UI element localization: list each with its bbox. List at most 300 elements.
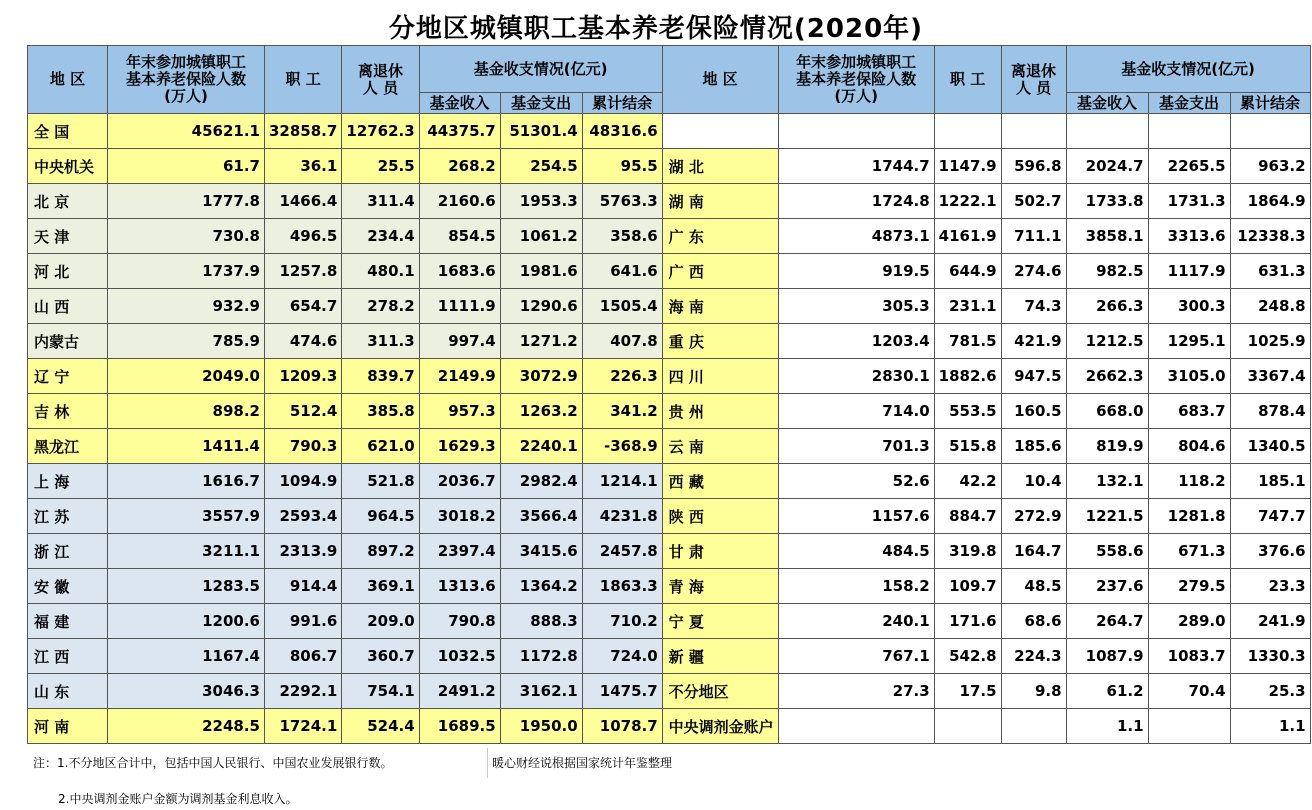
table-row [28,359,1311,394]
insured-cell: 767.1 [778,639,934,674]
header-region-right: 地 区 [662,46,778,114]
balance-cell: 4231.8 [582,499,662,534]
income-cell: 997.4 [419,324,500,359]
retirees-cell: 164.7 [1001,534,1066,569]
income-cell: 2036.7 [419,464,500,499]
region-cell: 重 庆 [662,324,778,359]
retirees-cell: 160.5 [1001,394,1066,429]
workers-cell: 515.8 [934,429,1001,464]
header-retirees-right [1001,46,1066,114]
region-cell: 河 南 [28,709,108,744]
retirees-cell [1001,709,1066,744]
table-row [28,219,1311,254]
income-cell: 237.6 [1066,569,1148,604]
workers-cell: 319.8 [934,534,1001,569]
table-row [28,639,1311,674]
insured-cell: 240.1 [778,604,934,639]
region-cell: 西 藏 [662,464,778,499]
workers-cell: 644.9 [934,254,1001,289]
workers-cell: 1222.1 [934,184,1001,219]
region-cell: 天 津 [28,219,108,254]
workers-cell: 1257.8 [265,254,342,289]
workers-cell: 1209.3 [265,359,342,394]
balance-cell: 248.8 [1230,289,1310,324]
retirees-cell: 480.1 [342,254,419,289]
header-workers-left: 职 工 [265,46,342,114]
balance-cell: 641.6 [582,254,662,289]
header-balance-right: 累计结余 [1230,93,1310,114]
header-insured-right [778,46,934,114]
insured-cell: 2049.0 [108,359,265,394]
table-row [28,114,1311,149]
header-insured-line3: (万人) [834,87,879,105]
header-insured-left [108,46,265,114]
region-cell: 安 徽 [28,569,108,604]
region-cell: 上 海 [28,464,108,499]
expense-cell: 1083.7 [1148,639,1230,674]
expense-cell: 1271.2 [500,324,582,359]
region-cell: 北 京 [28,184,108,219]
workers-cell: 2313.9 [265,534,342,569]
income-cell: 1683.6 [419,254,500,289]
income-cell: 2149.9 [419,359,500,394]
income-cell: 1221.5 [1066,499,1148,534]
income-cell: 132.1 [1066,464,1148,499]
expense-cell: 888.3 [500,604,582,639]
region-cell: 不分地区 [662,674,778,709]
retirees-cell: 839.7 [342,359,419,394]
income-cell: 668.0 [1066,394,1148,429]
income-cell: 957.3 [419,394,500,429]
table-row [28,184,1311,219]
expense-cell: 118.2 [1148,464,1230,499]
insured-cell: 1737.9 [108,254,265,289]
header-expense-left: 基金支出 [500,93,582,114]
workers-cell: 36.1 [265,149,342,184]
header-workers-right: 职 工 [934,46,1001,114]
region-cell: 陕 西 [662,499,778,534]
expense-cell: 671.3 [1148,534,1230,569]
workers-cell: 542.8 [934,639,1001,674]
expense-cell: 1731.3 [1148,184,1230,219]
region-cell: 吉 林 [28,394,108,429]
expense-cell [1148,709,1230,744]
balance-cell: 25.3 [1230,674,1310,709]
insured-cell: 4873.1 [778,219,934,254]
balance-cell: 23.3 [1230,569,1310,604]
balance-cell: 3367.4 [1230,359,1310,394]
region-cell: 广 东 [662,219,778,254]
table-body [28,114,1311,744]
divider [487,748,488,778]
insured-cell: 158.2 [778,569,934,604]
region-cell: 山 西 [28,289,108,324]
expense-cell: 1172.8 [500,639,582,674]
table-row [28,394,1311,429]
expense-cell: 804.6 [1148,429,1230,464]
balance-cell: 1505.4 [582,289,662,324]
balance-cell: 5763.3 [582,184,662,219]
balance-cell: 226.3 [582,359,662,394]
workers-cell: 2292.1 [265,674,342,709]
region-cell: 江 苏 [28,499,108,534]
workers-cell [934,114,1001,149]
insured-cell: 484.5 [778,534,934,569]
balance-cell: 407.8 [582,324,662,359]
insured-cell: 3211.1 [108,534,265,569]
retirees-cell: 711.1 [1001,219,1066,254]
expense-cell: 70.4 [1148,674,1230,709]
workers-cell [934,709,1001,744]
insured-cell: 1777.8 [108,184,265,219]
insured-cell: 714.0 [778,394,934,429]
header-insured-line2: 基本养老保险人数 [125,70,246,88]
table-row [28,254,1311,289]
insured-cell: 730.8 [108,219,265,254]
header-insured-line1: 年末参加城镇职工 [125,53,246,71]
expense-cell: 1953.3 [500,184,582,219]
table-row [28,464,1311,499]
balance-cell: 1078.7 [582,709,662,744]
income-cell: 3018.2 [419,499,500,534]
income-cell: 854.5 [419,219,500,254]
workers-cell: 991.6 [265,604,342,639]
income-cell: 2024.7 [1066,149,1148,184]
region-cell: 湖 南 [662,184,778,219]
insured-cell: 52.6 [778,464,934,499]
header-retirees-line1: 离退休 [357,61,403,80]
income-cell: 1111.9 [419,289,500,324]
workers-cell: 1882.6 [934,359,1001,394]
insured-cell: 1203.4 [778,324,934,359]
workers-cell: 17.5 [934,674,1001,709]
page-title: 分地区城镇职工基本养老保险情况(2020年) [388,14,924,44]
income-cell: 3858.1 [1066,219,1148,254]
expense-cell [1148,114,1230,149]
insured-cell: 1616.7 [108,464,265,499]
insured-cell [778,114,934,149]
retirees-cell: 897.2 [342,534,419,569]
region-cell: 内蒙古 [28,324,108,359]
header-insured-line3: (万人) [164,87,208,105]
insured-cell: 785.9 [108,324,265,359]
insured-cell: 1411.4 [108,429,265,464]
workers-cell: 1094.9 [265,464,342,499]
header-expense-right: 基金支出 [1148,93,1230,114]
header-retirees-line2: 人 员 [1015,78,1052,97]
expense-cell: 300.3 [1148,289,1230,324]
income-cell: 266.3 [1066,289,1148,324]
retirees-cell: 521.8 [342,464,419,499]
header-retirees-left [342,46,419,114]
retirees-cell: 385.8 [342,394,419,429]
balance-cell: 1025.9 [1230,324,1310,359]
income-cell: 1689.5 [419,709,500,744]
expense-cell: 1295.1 [1148,324,1230,359]
balance-cell: 1214.1 [582,464,662,499]
workers-cell: 109.7 [934,569,1001,604]
balance-cell: 1340.5 [1230,429,1310,464]
expense-cell: 3162.1 [500,674,582,709]
balance-cell: 1330.3 [1230,639,1310,674]
insured-cell: 45621.1 [108,114,265,149]
retirees-cell: 224.3 [1001,639,1066,674]
retirees-cell: 311.4 [342,184,419,219]
insured-cell: 701.3 [778,429,934,464]
region-cell: 贵 州 [662,394,778,429]
expense-cell: 1981.6 [500,254,582,289]
workers-cell: 42.2 [934,464,1001,499]
income-cell: 1032.5 [419,639,500,674]
table-row [28,709,1311,744]
retirees-cell: 25.5 [342,149,419,184]
income-cell: 790.8 [419,604,500,639]
region-cell: 中央机关 [28,149,108,184]
insured-cell: 1157.6 [778,499,934,534]
income-cell: 1733.8 [1066,184,1148,219]
income-cell: 558.6 [1066,534,1148,569]
balance-cell: -368.9 [582,429,662,464]
expense-cell: 3105.0 [1148,359,1230,394]
expense-cell: 1290.6 [500,289,582,324]
workers-cell: 231.1 [934,289,1001,324]
workers-cell: 474.6 [265,324,342,359]
note-2: 2.中央调剂金账户金额为调剂基金利息收入。 [58,792,298,806]
region-cell [662,114,778,149]
retirees-cell: 209.0 [342,604,419,639]
balance-cell: 724.0 [582,639,662,674]
pension-table [27,45,1311,744]
header-balance-left: 累计结余 [582,93,662,114]
balance-cell: 341.2 [582,394,662,429]
balance-cell: 631.3 [1230,254,1310,289]
table-row [28,674,1311,709]
header-income-left: 基金收入 [419,93,500,114]
income-cell: 2397.4 [419,534,500,569]
income-cell: 264.7 [1066,604,1148,639]
region-cell: 河 北 [28,254,108,289]
income-cell: 44375.7 [419,114,500,149]
retirees-cell: 524.4 [342,709,419,744]
insured-cell [778,709,934,744]
header-income-right: 基金收入 [1066,93,1148,114]
workers-cell: 1466.4 [265,184,342,219]
balance-cell: 376.6 [1230,534,1310,569]
retirees-cell: 369.1 [342,569,419,604]
expense-cell: 254.5 [500,149,582,184]
expense-cell: 1950.0 [500,709,582,744]
workers-cell: 4161.9 [934,219,1001,254]
note-1: 注：1.不分地区合计中，包括中国人民银行、中国农业发展银行数。 [33,756,393,770]
balance-cell: 95.5 [582,149,662,184]
income-cell: 2491.2 [419,674,500,709]
retirees-cell: 311.3 [342,324,419,359]
balance-cell: 48316.6 [582,114,662,149]
table-row [28,324,1311,359]
header-fund-left: 基金收支情况(亿元) [419,46,662,93]
retirees-cell: 48.5 [1001,569,1066,604]
expense-cell: 279.5 [1148,569,1230,604]
retirees-cell: 185.6 [1001,429,1066,464]
income-cell: 1313.6 [419,569,500,604]
expense-cell: 3566.4 [500,499,582,534]
retirees-cell: 234.4 [342,219,419,254]
workers-cell: 496.5 [265,219,342,254]
workers-cell: 806.7 [265,639,342,674]
region-cell: 全 国 [28,114,108,149]
region-cell: 四 川 [662,359,778,394]
balance-cell: 241.9 [1230,604,1310,639]
header-fund-right: 基金收支情况(亿元) [1066,46,1310,93]
balance-cell: 2457.8 [582,534,662,569]
region-cell: 广 西 [662,254,778,289]
table-row [28,604,1311,639]
income-cell: 1087.9 [1066,639,1148,674]
income-cell: 1.1 [1066,709,1148,744]
income-cell: 2160.6 [419,184,500,219]
income-cell: 1212.5 [1066,324,1148,359]
workers-cell: 32858.7 [265,114,342,149]
workers-cell: 553.5 [934,394,1001,429]
region-cell: 福 建 [28,604,108,639]
header-retirees-line1: 离退休 [1011,61,1057,80]
retirees-cell: 12762.3 [342,114,419,149]
retirees-cell: 754.1 [342,674,419,709]
workers-cell: 512.4 [265,394,342,429]
table-row [28,534,1311,569]
expense-cell: 2240.1 [500,429,582,464]
expense-cell: 3415.6 [500,534,582,569]
retirees-cell: 74.3 [1001,289,1066,324]
workers-cell: 171.6 [934,604,1001,639]
insured-cell: 919.5 [778,254,934,289]
income-cell: 1629.3 [419,429,500,464]
retirees-cell: 964.5 [342,499,419,534]
workers-cell: 1147.9 [934,149,1001,184]
balance-cell: 1863.3 [582,569,662,604]
retirees-cell: 621.0 [342,429,419,464]
insured-cell: 1200.6 [108,604,265,639]
expense-cell: 51301.4 [500,114,582,149]
workers-cell: 790.3 [265,429,342,464]
retirees-cell: 278.2 [342,289,419,324]
insured-cell: 3046.3 [108,674,265,709]
insured-cell: 1744.7 [778,149,934,184]
expense-cell: 289.0 [1148,604,1230,639]
retirees-cell: 68.6 [1001,604,1066,639]
insured-cell: 2248.5 [108,709,265,744]
insured-cell: 305.3 [778,289,934,324]
retirees-cell: 421.9 [1001,324,1066,359]
expense-cell: 1263.2 [500,394,582,429]
balance-cell: 1864.9 [1230,184,1310,219]
insured-cell: 932.9 [108,289,265,324]
insured-cell: 1283.5 [108,569,265,604]
region-cell: 海 南 [662,289,778,324]
header-region-left: 地 区 [28,46,108,114]
balance-cell: 747.7 [1230,499,1310,534]
balance-cell: 358.6 [582,219,662,254]
income-cell [1066,114,1148,149]
insured-cell: 61.7 [108,149,265,184]
expense-cell: 3313.6 [1148,219,1230,254]
region-cell: 江 西 [28,639,108,674]
balance-cell: 878.4 [1230,394,1310,429]
retirees-cell: 9.8 [1001,674,1066,709]
expense-cell: 3072.9 [500,359,582,394]
expense-cell: 2982.4 [500,464,582,499]
retirees-cell: 360.7 [342,639,419,674]
balance-cell: 1.1 [1230,709,1310,744]
insured-cell: 1167.4 [108,639,265,674]
income-cell: 2662.3 [1066,359,1148,394]
insured-cell: 2830.1 [778,359,934,394]
retirees-cell: 502.7 [1001,184,1066,219]
region-cell: 青 海 [662,569,778,604]
expense-cell: 683.7 [1148,394,1230,429]
region-cell: 宁 夏 [662,604,778,639]
expense-cell: 1117.9 [1148,254,1230,289]
table-row [28,149,1311,184]
region-cell: 黑龙江 [28,429,108,464]
insured-cell: 27.3 [778,674,934,709]
expense-cell: 1364.2 [500,569,582,604]
table-row [28,289,1311,324]
insured-cell: 1724.8 [778,184,934,219]
expense-cell: 2265.5 [1148,149,1230,184]
workers-cell: 914.4 [265,569,342,604]
balance-cell: 1475.7 [582,674,662,709]
retirees-cell: 596.8 [1001,149,1066,184]
workers-cell: 1724.1 [265,709,342,744]
retirees-cell: 947.5 [1001,359,1066,394]
retirees-cell: 272.9 [1001,499,1066,534]
retirees-cell [1001,114,1066,149]
retirees-cell: 274.6 [1001,254,1066,289]
income-cell: 819.9 [1066,429,1148,464]
retirees-cell: 10.4 [1001,464,1066,499]
region-cell: 湖 北 [662,149,778,184]
source-note: 暖心财经说根据国家统计年鉴整理 [492,756,673,770]
insured-cell: 3557.9 [108,499,265,534]
table-row [28,569,1311,604]
region-cell: 山 东 [28,674,108,709]
workers-cell: 654.7 [265,289,342,324]
region-cell: 中央调剂金账户 [662,709,778,744]
header-insured-line2: 基本养老保险人数 [796,70,917,88]
expense-cell: 1281.8 [1148,499,1230,534]
balance-cell: 963.2 [1230,149,1310,184]
header-insured-line1: 年末参加城镇职工 [796,53,917,71]
header-retirees-line2: 人 员 [362,78,399,97]
expense-cell: 1061.2 [500,219,582,254]
workers-cell: 884.7 [934,499,1001,534]
insured-cell: 898.2 [108,394,265,429]
workers-cell: 781.5 [934,324,1001,359]
region-cell: 云 南 [662,429,778,464]
balance-cell: 710.2 [582,604,662,639]
workers-cell: 2593.4 [265,499,342,534]
income-cell: 982.5 [1066,254,1148,289]
region-cell: 新 疆 [662,639,778,674]
income-cell: 268.2 [419,149,500,184]
region-cell: 浙 江 [28,534,108,569]
table-row [28,429,1311,464]
balance-cell [1230,114,1310,149]
table-row [28,499,1311,534]
balance-cell: 12338.3 [1230,219,1310,254]
income-cell: 61.2 [1066,674,1148,709]
